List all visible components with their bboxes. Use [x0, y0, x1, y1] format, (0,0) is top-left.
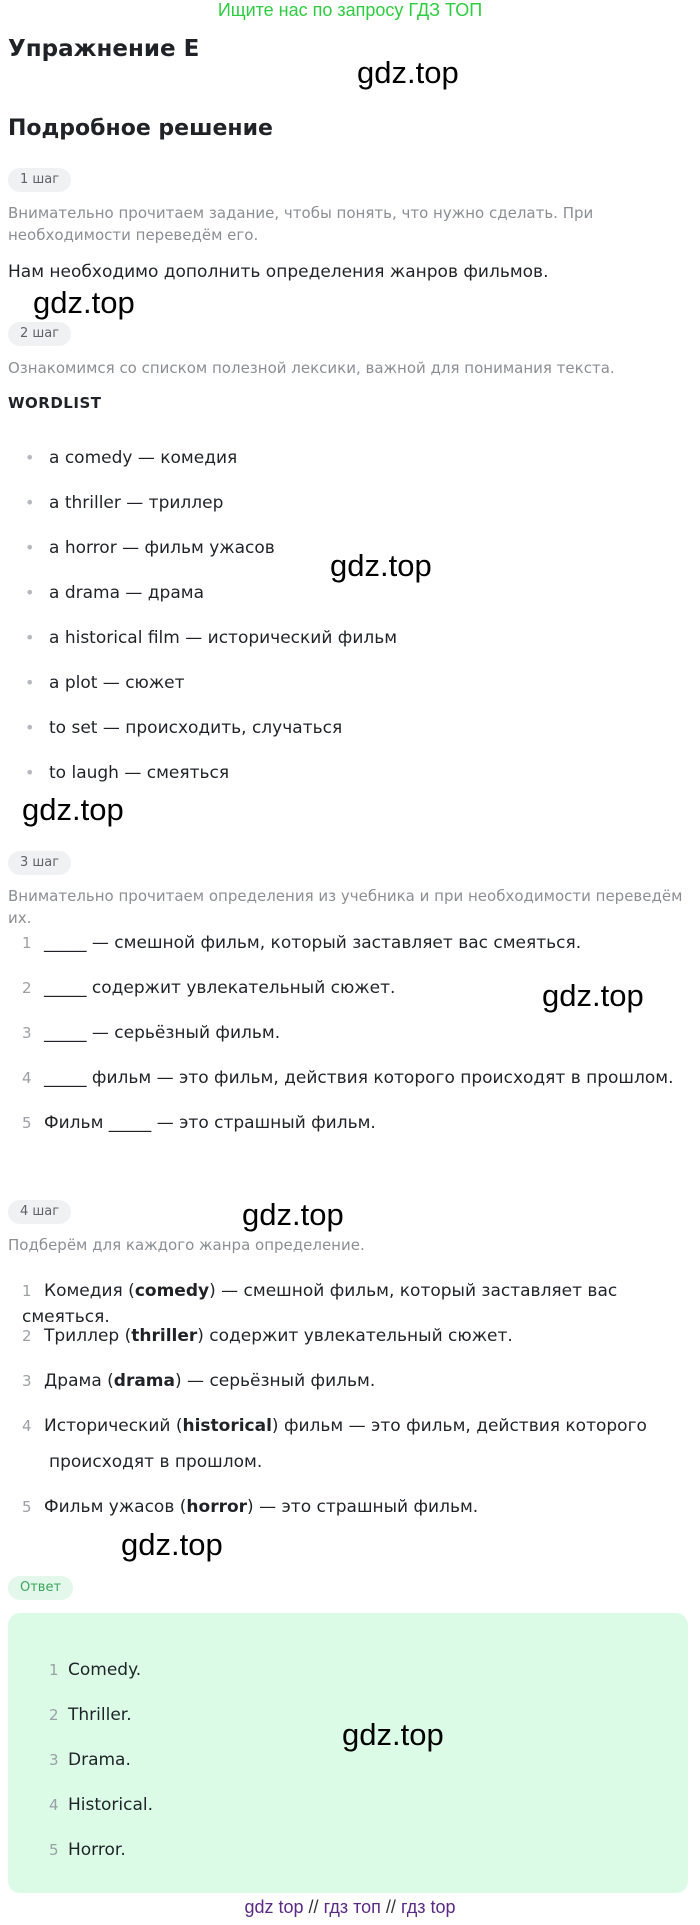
- watermark: gdz.top: [121, 1527, 223, 1562]
- watermark: gdz.top: [330, 548, 432, 583]
- item-number: 1: [49, 1661, 59, 1679]
- footer-links: [0, 1897, 700, 1918]
- step-note: Внимательно прочитаем задание, чтобы понять, что нужно сделать. При необходимости переведём его.: [8, 204, 594, 244]
- item-term: thriller: [131, 1326, 198, 1346]
- item-number: 2: [49, 1706, 59, 1724]
- item-text: ) — смешной фильм, который заставляет вас смеяться.: [22, 1281, 618, 1327]
- item-text: ) — серьёзный фильм.: [175, 1371, 376, 1391]
- item-text-continuation: происходят в прошлом.: [49, 1452, 263, 1472]
- step-note: Ознакомимся со списком полезной лексики, важной для понимания текста.: [8, 359, 615, 377]
- bullet-icon: •: [25, 628, 35, 647]
- footer-link[interactable]: гдз топ: [323, 1897, 381, 1917]
- wordlist-item-text: a historical film — исторический фильм: [49, 628, 398, 648]
- wordlist-item: [25, 625, 397, 651]
- list-item: [22, 1110, 682, 1136]
- answer-item: [49, 1747, 131, 1773]
- item-text: Drama.: [68, 1750, 131, 1770]
- page-title: Упражнение E: [8, 36, 200, 62]
- list-item: [22, 1020, 682, 1046]
- wordlist-item: [25, 715, 342, 741]
- item-term: horror: [186, 1497, 248, 1517]
- wordlist-item: [25, 445, 237, 471]
- item-number: 3: [22, 1024, 32, 1042]
- item-number: 4: [22, 1417, 32, 1435]
- item-number: 4: [22, 1069, 32, 1087]
- watermark: gdz.top: [357, 55, 459, 90]
- footer-separator: //: [308, 1897, 319, 1917]
- step-note: Внимательно прочитаем определения из учебника и при необходимости переведём их.: [8, 887, 683, 927]
- step-note: Подберём для каждого жанра определение.: [8, 1236, 365, 1254]
- item-number: 5: [22, 1114, 32, 1132]
- answer-item: [49, 1657, 141, 1683]
- wordlist-item: [25, 670, 185, 696]
- answer-item: [49, 1837, 126, 1863]
- bullet-icon: •: [25, 673, 35, 692]
- bullet-icon: •: [25, 583, 35, 602]
- footer-link[interactable]: gdz top: [244, 1897, 304, 1917]
- item-text: Comedy.: [68, 1660, 142, 1680]
- item-term: drama: [113, 1371, 175, 1391]
- item-number: 5: [49, 1841, 59, 1859]
- step-badge: 2 шаг: [8, 322, 71, 346]
- item-text: Драма (: [44, 1371, 114, 1391]
- footer-separator: //: [385, 1897, 396, 1917]
- wordlist-item: [25, 580, 204, 606]
- item-number: 4: [49, 1796, 59, 1814]
- item-text: Thriller.: [68, 1705, 132, 1725]
- answer-item: [49, 1702, 132, 1728]
- wordlist-item-text: a comedy — комедия: [49, 448, 238, 468]
- answer-item: [49, 1792, 153, 1818]
- item-text: _____ — смешной фильм, который заставляет вас смеяться.: [44, 933, 582, 953]
- watermark: gdz.top: [542, 978, 644, 1013]
- step-text: Нам необходимо дополнить определения жанров фильмов.: [8, 262, 549, 282]
- item-text: ) содержит увлекательный сюжет.: [197, 1326, 513, 1346]
- item-term: comedy: [134, 1281, 210, 1301]
- item-number: 1: [22, 1282, 32, 1300]
- item-text: Фильм _____ — это страшный фильм.: [44, 1113, 376, 1133]
- item-text: Исторический (: [44, 1416, 183, 1436]
- bullet-icon: •: [25, 763, 35, 782]
- item-text: _____ фильм — это фильм, действия которого происходят в прошлом.: [44, 1068, 674, 1088]
- list-item: [22, 1494, 682, 1520]
- item-text: Фильм ужасов (: [44, 1497, 187, 1517]
- solution-heading: Подробное решение: [8, 116, 273, 141]
- list-item: [22, 1368, 682, 1394]
- bullet-icon: •: [25, 493, 35, 512]
- item-number: 2: [22, 1327, 32, 1345]
- list-item: [22, 1323, 682, 1349]
- wordlist-item: [25, 535, 275, 561]
- item-number: 3: [49, 1751, 59, 1769]
- wordlist-item-text: a drama — драма: [49, 583, 205, 603]
- watermark: gdz.top: [242, 1197, 344, 1232]
- watermark: gdz.top: [22, 792, 124, 827]
- watermark: gdz.top: [342, 1717, 444, 1752]
- item-text: Horror.: [68, 1840, 126, 1860]
- watermark: gdz.top: [33, 285, 135, 320]
- item-text: _____ — серьёзный фильм.: [44, 1023, 281, 1043]
- wordlist-item-text: to set — происходить, случаться: [49, 718, 343, 738]
- item-text: Комедия (: [44, 1281, 135, 1301]
- item-number: 3: [22, 1372, 32, 1390]
- wordlist-title: WORDLIST: [8, 394, 102, 412]
- item-text: Historical.: [68, 1795, 154, 1815]
- step-badge: 1 шаг: [8, 168, 71, 192]
- list-item: [22, 1413, 682, 1475]
- bullet-icon: •: [25, 718, 35, 737]
- wordlist-item-text: a thriller — триллер: [49, 493, 224, 513]
- item-text: Триллер (: [44, 1326, 132, 1346]
- bullet-icon: •: [25, 538, 35, 557]
- top-banner[interactable]: Ищите нас по запросу ГДЗ ТОП: [217, 0, 483, 20]
- wordlist-item-text: a horror — фильм ужасов: [49, 538, 275, 558]
- list-item: [22, 1065, 682, 1091]
- step-badge: 4 шаг: [8, 1200, 71, 1224]
- wordlist-item: [25, 490, 223, 516]
- wordlist-item-text: to laugh — смеяться: [49, 763, 230, 783]
- item-number: 5: [22, 1498, 32, 1516]
- list-item: [22, 930, 682, 956]
- item-text: _____ содержит увлекательный сюжет.: [44, 978, 396, 998]
- item-number: 2: [22, 979, 32, 997]
- answer-badge: Ответ: [8, 1576, 73, 1600]
- wordlist-item: [25, 760, 229, 786]
- item-term: historical: [182, 1416, 272, 1436]
- bullet-icon: •: [25, 448, 35, 467]
- item-text: ) фильм — это фильм, действия которого: [271, 1416, 647, 1436]
- footer-link[interactable]: гдз top: [400, 1897, 456, 1917]
- step-badge: 3 шаг: [8, 851, 71, 875]
- item-number: 1: [22, 934, 32, 952]
- item-text: ) — это страшный фильм.: [247, 1497, 479, 1517]
- wordlist-item-text: a plot — сюжет: [49, 673, 185, 693]
